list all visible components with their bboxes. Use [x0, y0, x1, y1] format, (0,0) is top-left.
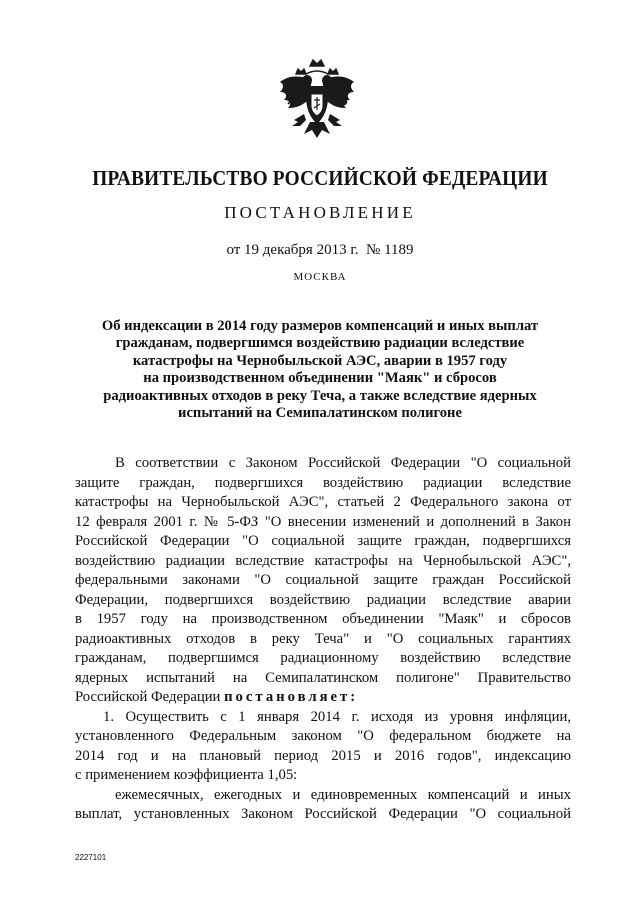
government-title: ПРАВИТЕЛЬСТВО РОССИЙСКОЙ ФЕДЕРАЦИИ	[92, 166, 548, 190]
body-line: ежемесячных, ежегодных и единовременных компенсаций и иных	[115, 786, 571, 803]
coat-of-arms-icon	[274, 58, 360, 150]
body-line: В соответствии с Законом Российской Федерации "О социальной	[115, 455, 571, 471]
subject-line: гражданам, подвергшимся воздействию радиации вследствие	[115, 335, 525, 352]
document-code: 2227101	[75, 853, 107, 862]
body-line: в 1957 году на производственном объединении "Маяк" и сбросов	[75, 611, 571, 627]
body-line: с применением коэффициента 1,05:	[75, 767, 298, 783]
body-line: гражданам, подвергшимся радиационному воздействию вследствие	[75, 650, 571, 666]
subject-line: катастрофы на Чернобыльской АЭС, аварии в 1957 году	[132, 352, 508, 369]
subject-line: Об индексации в 2014 году размеров компенсаций и иных выплат	[101, 318, 539, 334]
body-line: Российской Федерации "О социальной защите граждан, подвергшихся	[75, 533, 571, 549]
body-line: установленного Федеральным законом "О федеральном бюджете на	[75, 728, 571, 744]
body-line: защите граждан, подвергшихся воздействию радиации вследствие	[75, 474, 571, 491]
body-line: воздействию радиации вследствие катастрофы на Чернобыльской АЭС",	[75, 552, 571, 569]
subject-line: радиоактивных отходов в реку Теча, а также вследствие ядерных	[103, 387, 537, 404]
subject-line: на производственном объединении "Маяк" и сбросов	[143, 370, 497, 387]
city: МОСКВА	[293, 271, 347, 283]
body-line: катастрофы на Чернобыльской АЭС", статьей 2 Федерального закона от	[75, 494, 571, 510]
body-line: 1. Осуществить с 1 января 2014 г. исходя из уровня инфляции,	[103, 708, 571, 725]
document-subject	[75, 318, 565, 422]
date-line	[0, 242, 640, 259]
body-line: 2014 год и на плановый период 2015 и 2016 годов", индексацию	[75, 747, 571, 764]
decree-word: постановляет:	[224, 689, 359, 705]
body-line: выплат, установленных Законом Российской Федерации "О социальной	[75, 806, 571, 822]
body-line: Российской Федерации	[75, 689, 221, 705]
body-line: Федерации, подвергшихся воздействию радиации вследствие аварии	[75, 591, 571, 608]
body-line: федеральными законами "О социальной защите граждан Российской	[75, 572, 571, 588]
document-number: № 1189	[366, 242, 414, 258]
body-line: 12 февраля 2001 г. № 5-ФЗ "О внесении изменений и дополнений в Закон	[75, 513, 571, 530]
document-date: от 19 декабря 2013 г.	[226, 242, 359, 258]
body-line: радиоактивных отходов в реку Теча" и "О социальных гарантиях	[75, 630, 571, 647]
document-kind: ПОСТАНОВЛЕНИЕ	[224, 203, 416, 222]
body-line: ядерных испытаний на Семипалатинском полигоне" Правительство	[75, 669, 571, 686]
document-body	[75, 454, 571, 825]
subject-line: испытаний на Семипалатинском полигоне	[178, 405, 462, 422]
body-line-decree	[75, 688, 571, 708]
